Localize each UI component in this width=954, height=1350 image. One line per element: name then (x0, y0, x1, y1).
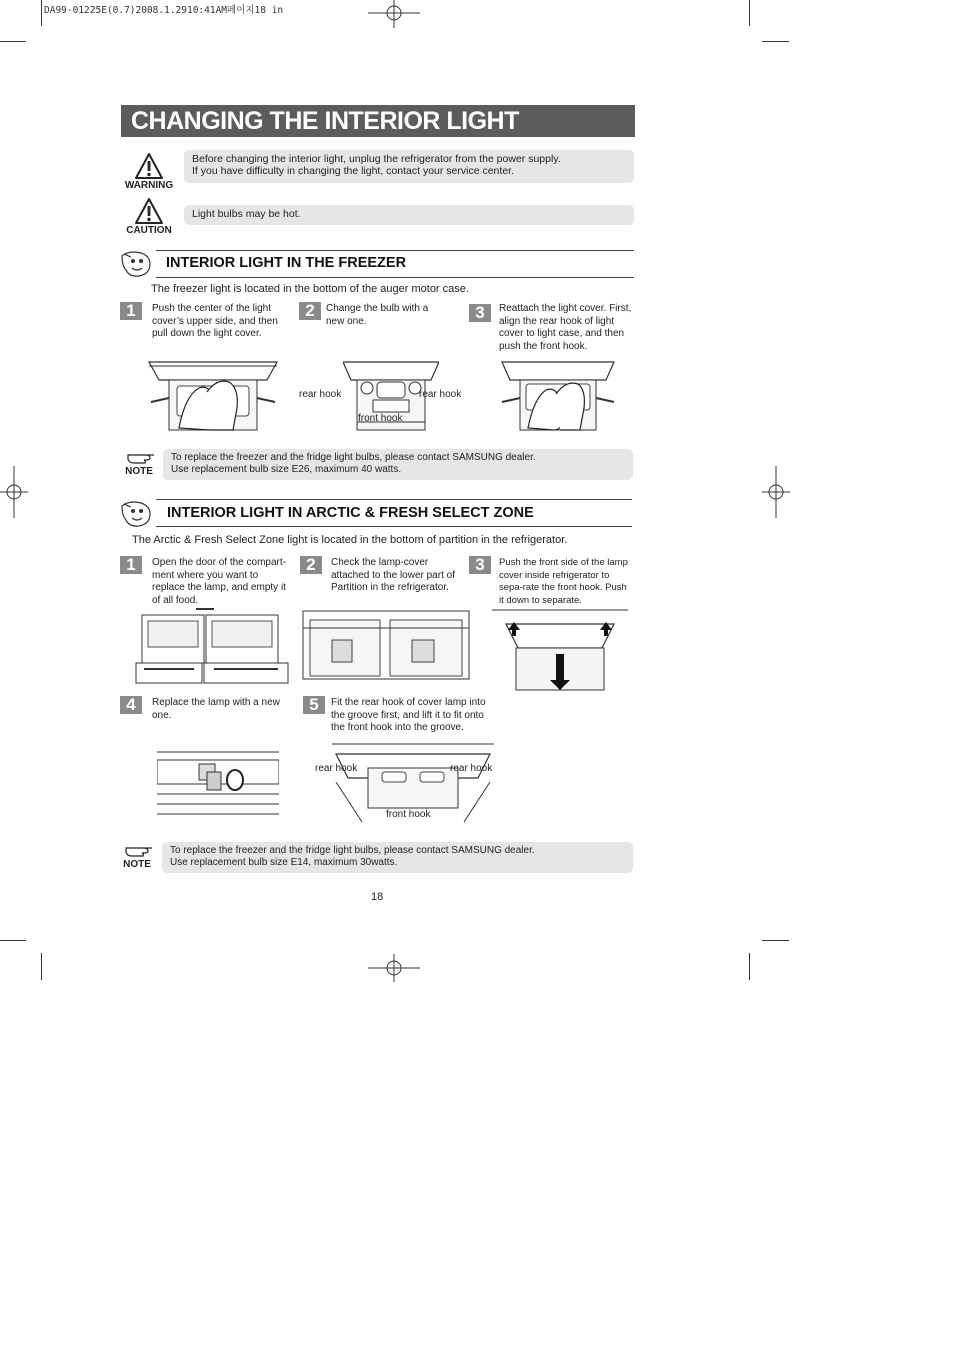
freezer-note-box (163, 449, 633, 480)
note-hand-icon (124, 842, 154, 859)
arctic-step3-number: 3 (469, 556, 491, 574)
arctic-note-line1: To replace the freezer and the fridge light bulbs, please contact SAMSUNG dealer. (170, 845, 535, 856)
freezer-step2-text: Change the bulb with a new one. (326, 303, 429, 327)
warning-text-line1: Before changing the interior light, unplug the refrigerator from the power supply. (192, 153, 561, 165)
arctic-rear-hook-left: rear hook (315, 763, 358, 774)
warning-text-line2: If you have difficulty in changing the light, contact your service center. (192, 165, 514, 177)
freezer-intro: The freezer light is located in the bottom of the auger motor case. (151, 283, 469, 295)
mascot-face-icon (119, 248, 153, 278)
file-header: DA99-01225E(0.7)2008.1.2910:41AM페이지18 in (44, 5, 284, 16)
arctic-step1-number: 1 (120, 556, 142, 574)
note-hand-icon (126, 449, 156, 466)
freezer-step2-number: 2 (299, 302, 321, 320)
arctic-step4-text: Replace the lamp with a new one. (152, 697, 280, 721)
caution-box (184, 205, 634, 225)
registration-mark-icon (368, 0, 420, 28)
freezer-rear-hook-right: rear hook (419, 389, 462, 400)
arctic-step4-number: 4 (120, 696, 142, 714)
arctic-step3-text: Push the front side of the lamp cover inside refrigerator to sepa-rate the front hook. Push it down to separate. (499, 557, 628, 606)
registration-mark-icon (368, 954, 420, 982)
warning-label: WARNING (124, 180, 174, 191)
arctic-step5-text: Fit the rear hook of cover lamp into the groove first, and lift it to fit onto the front hook into the groove. (331, 697, 486, 733)
registration-mark-icon (0, 466, 28, 518)
freezer-step3-illustration (500, 358, 616, 434)
arctic-step5-number: 5 (303, 696, 325, 714)
mascot-face-icon (119, 498, 153, 528)
arctic-section-title: INTERIOR LIGHT IN ARCTIC & FRESH SELECT ZONE (167, 505, 534, 521)
freezer-note-label: NOTE (125, 466, 153, 477)
registration-mark-icon (762, 466, 790, 518)
arctic-step1-illustration (134, 607, 290, 685)
freezer-step1-illustration (147, 358, 279, 434)
warning-box (184, 150, 634, 183)
freezer-note-line1: To replace the freezer and the fridge light bulbs, please contact SAMSUNG dealer. (171, 452, 536, 463)
arctic-intro: The Arctic & Fresh Select Zone light is located in the bottom of partition in the refrigerator. (132, 534, 568, 546)
arctic-step1-text: Open the door of the compart-ment where you want to replace the lamp, and empty it of all food. (152, 557, 286, 606)
freezer-step1-number: 1 (120, 302, 142, 320)
freezer-front-hook: front hook (358, 413, 403, 424)
freezer-step3-text: Reattach the light cover. First, align the rear hook of light cover to light case, and then push the front hook. (499, 303, 632, 352)
freezer-note-line2: Use replacement bulb size E26, maximum 40 watts. (171, 464, 402, 475)
warning-triangle-icon (134, 152, 164, 180)
freezer-step3-number: 3 (469, 304, 491, 322)
arctic-step2-number: 2 (300, 556, 322, 574)
arctic-step2-illustration (302, 610, 470, 680)
arctic-step3-illustration (492, 608, 628, 692)
caution-text: Light bulbs may be hot. (192, 208, 301, 220)
arctic-step2-text: Check the lamp-cover attached to the lower part of Partition in the refrigerator. (331, 557, 455, 593)
page-number: 18 (371, 891, 384, 903)
page-title: CHANGING THE INTERIOR LIGHT (121, 105, 635, 137)
arctic-front-hook: front hook (386, 809, 431, 820)
arctic-note-line2: Use replacement bulb size E14, maximum 30watts. (170, 857, 398, 868)
caution-triangle-icon (134, 197, 164, 225)
arctic-note-label: NOTE (123, 859, 151, 870)
freezer-step1-text: Push the center of the light cover’s upper side, and then pull down the light cover. (152, 303, 278, 339)
caution-label: CAUTION (126, 225, 172, 236)
arctic-note-box (162, 842, 633, 873)
arctic-rear-hook-right: rear hook (450, 763, 493, 774)
freezer-rear-hook-left: rear hook (299, 389, 342, 400)
freezer-section-title: INTERIOR LIGHT IN THE FREEZER (166, 255, 407, 271)
arctic-step4-illustration (157, 748, 279, 818)
